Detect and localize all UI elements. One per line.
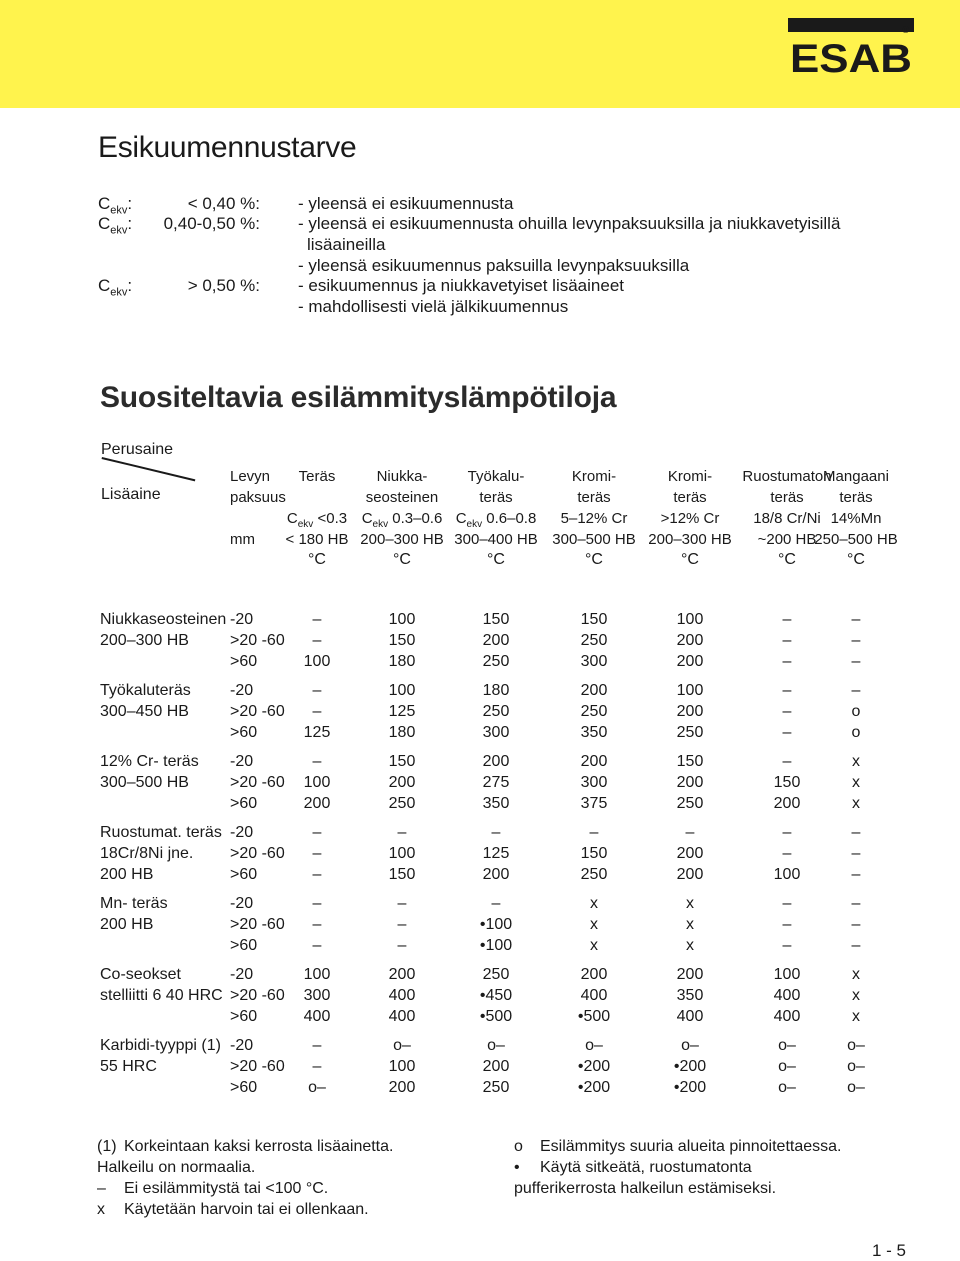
table-cell: •200 [577,1079,611,1096]
cekv-sub: ekv [466,519,483,530]
column-header-hardness: 200–300 HB [648,531,732,548]
table-cell: •100 [479,937,513,954]
table-cell: 100 [388,611,416,628]
table-cell: o [851,703,861,720]
cekv-c: C [286,510,298,527]
column-header-name: Ruostumaton [742,468,832,485]
composition-value: 5–12% Cr [560,510,628,527]
cekv-colon: : [127,214,133,233]
cekv-c: C [98,214,111,233]
thickness-cell: >20 -60 [230,987,285,1004]
group-label: stelliitti 6 40 HRC [100,987,223,1004]
table-cell: – [397,937,407,954]
column-header-type: teräs [577,489,611,506]
table-cell: o– [308,1079,326,1096]
column-header-hardness: 250–500 HB [814,531,898,548]
table-cell: 200 [482,866,510,883]
table-cell: o– [487,1037,505,1054]
table-cell: 100 [676,611,704,628]
column-header-type: teräs [673,489,707,506]
table-cell: x [852,987,860,1004]
column-header-name: Kromi- [667,468,713,485]
table-cell: – [312,895,322,912]
table-cell: •200 [673,1079,707,1096]
thickness-cell: >20 -60 [230,916,285,933]
column-header-unit: °C [585,551,603,568]
table-cell: 125 [482,845,510,862]
table-cell: x [686,895,694,912]
table-cell: – [685,824,695,841]
table-cell: 150 [580,611,608,628]
table-cell: 200 [482,753,510,770]
group-label: Ruostumat. teräs [100,824,222,841]
group-label: 300–500 HB [100,774,189,791]
paksuus-label: paksuus [230,489,286,506]
group-label: 55 HRC [100,1058,157,1075]
table-cell: 250 [580,632,608,649]
table-cell: x [852,753,860,770]
section-title-preheating: Esikuumennustarve [98,131,357,164]
table-cell: 200 [773,795,801,812]
table-cell: x [590,937,598,954]
column-header-hardness: 300–400 HB [454,531,538,548]
table-cell: – [782,937,792,954]
thickness-cell: >60 [230,1008,258,1025]
table-cell: – [851,824,861,841]
cekv-range: > 0,50 %: [187,276,260,295]
cekv-label [98,276,132,298]
table-cell: 100 [303,774,331,791]
mm-label: mm [230,531,255,548]
table-cell: 350 [676,987,704,1004]
table-cell: – [491,895,501,912]
table-cell: 100 [303,653,331,670]
table-cell: o– [847,1037,865,1054]
table-cell: 400 [388,987,416,1004]
thickness-cell: >20 -60 [230,845,285,862]
table-cell: 150 [676,753,704,770]
table-cell: •200 [673,1058,707,1075]
cekv-range: 0,40-0,50 %: [163,214,260,233]
table-cell: – [312,937,322,954]
cekv-c: C [361,510,373,527]
column-header-unit: °C [681,551,699,568]
group-label: Niukkaseosteinen [100,611,227,628]
table-cell: – [491,824,501,841]
column-header-hardness: 200–300 HB [360,531,444,548]
section-title-temperatures: Suositeltavia esilämmityslämpötiloja [100,381,617,414]
cekv-sub: ekv [297,519,314,530]
table-cell: 100 [773,966,801,983]
footnote-symbol: o [514,1138,523,1155]
criterion-text: - esikuumennus ja niukkavetyiset lisäaineet [298,276,625,295]
table-cell: – [851,611,861,628]
table-cell: 100 [388,682,416,699]
thickness-cell: >60 [230,653,258,670]
column-header-type: teräs [770,489,804,506]
table-cell: 200 [676,632,704,649]
footnote-text: Ei esilämmitystä tai <100 °C. [124,1180,329,1197]
table-cell: 150 [388,632,416,649]
table-cell: o– [847,1079,865,1096]
thickness-cell: >60 [230,724,258,741]
table-cell: 400 [303,1008,331,1025]
thickness-cell: >20 -60 [230,1058,285,1075]
table-cell: x [686,916,694,933]
group-label: Mn- teräs [100,895,168,912]
column-header-type: seosteinen [365,489,439,506]
group-label: 200 HB [100,866,154,883]
table-cell: – [782,895,792,912]
esab-logo [788,18,914,76]
table-cell: o– [847,1058,865,1075]
footnote-symbol: (1) [97,1138,117,1155]
table-cell: 300 [580,774,608,791]
table-cell: 250 [676,724,704,741]
table-cell: 300 [482,724,510,741]
table-cell: – [312,916,322,933]
table-cell: – [589,824,599,841]
thickness-cell: -20 [230,611,254,628]
thickness-cell: >20 -60 [230,632,285,649]
perusaine-label: Perusaine [101,441,174,458]
table-cell: 100 [676,682,704,699]
footnote-text: pufferikerrosta halkeilun estämiseksi. [514,1180,777,1197]
cekv-c: C [455,510,467,527]
thickness-cell: >60 [230,795,258,812]
table-cell: 200 [676,703,704,720]
lisaaine-label: Lisäaine [101,486,161,503]
table-cell: 250 [580,866,608,883]
svg-text:ESAB: ESAB [790,37,912,76]
table-cell: 200 [388,1079,416,1096]
thickness-cell: >20 -60 [230,703,285,720]
thickness-cell: >60 [230,1079,258,1096]
table-cell: – [851,845,861,862]
footnote-text: Käytä sitkeätä, ruostumatonta [540,1159,752,1176]
table-cell: – [782,753,792,770]
thickness-cell: >60 [230,866,258,883]
column-header-name: Työkalu- [467,468,525,485]
criterion-text: - yleensä ei esikuumennusta ohuilla levynpaksuuksilla ja niukkavetyisillä [298,214,841,233]
table-cell: o– [778,1037,796,1054]
table-cell: x [852,966,860,983]
table-cell: 400 [676,1008,704,1025]
cekv-c: C [98,276,111,295]
table-cell: 200 [676,774,704,791]
header-diagonal-line [102,457,196,481]
footnote-text: Käytetään harvoin tai ei ollenkaan. [124,1201,369,1218]
table-cell: 200 [388,966,416,983]
table-cell: 400 [388,1008,416,1025]
table-cell: 100 [388,845,416,862]
table-cell: 250 [482,653,510,670]
column-header-hardness: 300–500 HB [552,531,636,548]
table-cell: – [312,611,322,628]
table-cell: 200 [482,1058,510,1075]
table-cell: 300 [580,653,608,670]
table-cell: – [782,824,792,841]
table-cell: 275 [482,774,510,791]
table-cell: – [851,632,861,649]
table-cell: – [851,866,861,883]
table-cell: 200 [303,795,331,812]
table-cell: 200 [580,753,608,770]
group-label: 18Cr/8Ni jne. [100,845,194,862]
table-cell: o [851,724,861,741]
composition-value: 18/8 Cr/Ni [753,510,821,527]
table-cell: – [312,703,322,720]
footnote-symbol: x [97,1201,105,1218]
table-cell: – [782,916,792,933]
cekv-sub: ekv [372,519,389,530]
cekv-sub: ekv [110,224,128,237]
levyn-label: Levyn [230,468,271,485]
composition-value: 14%Mn [830,510,882,527]
column-header-name: Teräs [298,468,336,485]
table-cell: 200 [580,682,608,699]
thickness-cell: >60 [230,937,258,954]
thickness-cell: -20 [230,895,254,912]
footnote-text: Halkeilu on normaalia. [97,1159,256,1176]
criterion-text: lisäaineilla [307,235,386,254]
table-cell: 100 [303,966,331,983]
group-label: 12% Cr- teräs [100,753,199,770]
footnote-text: Esilämmitys suuria alueita pinnoitettaessa. [540,1138,842,1155]
table-cell: •200 [577,1058,611,1075]
table-cell: 250 [676,795,704,812]
group-label: 300–450 HB [100,703,189,720]
table-cell: 200 [676,653,704,670]
table-cell: 250 [580,703,608,720]
thickness-cell: >20 -60 [230,774,285,791]
composition-value: 0.6–0.8 [482,510,537,527]
table-cell: 200 [676,966,704,983]
table-cell: – [782,653,792,670]
thickness-cell: -20 [230,682,254,699]
table-cell: 180 [388,653,416,670]
table-cell: x [686,937,694,954]
table-cell: •450 [479,987,513,1004]
table-cell: – [782,611,792,628]
cekv-sub: ekv [110,286,128,299]
column-header-unit: °C [778,551,796,568]
table-cell: 200 [676,866,704,883]
table-cell: – [782,724,792,741]
footnote-symbol: – [97,1180,106,1197]
table-cell: – [782,845,792,862]
thickness-cell: -20 [230,824,254,841]
table-cell: – [851,895,861,912]
table-cell: o– [778,1079,796,1096]
group-label: Karbidi-tyyppi (1) [100,1037,221,1054]
composition-value: 0.3–0.6 [388,510,443,527]
table-cell: 375 [580,795,608,812]
table-cell: – [782,682,792,699]
composition-value: <0.3 [313,510,348,527]
cekv-colon: : [127,276,133,295]
table-cell: 180 [388,724,416,741]
cekv-c: C [98,194,111,213]
footnote-text: Korkeintaan kaksi kerrosta lisäainetta. [124,1138,394,1155]
table-cell: x [852,795,860,812]
column-header-composition [796,510,916,527]
group-label: 200 HB [100,916,154,933]
table-cell: – [782,703,792,720]
table-cell: o– [393,1037,411,1054]
table-cell: 150 [388,866,416,883]
table-cell: – [312,753,322,770]
table-cell: x [590,895,598,912]
group-label: 200–300 HB [100,632,189,649]
table-cell: 400 [773,987,801,1004]
thickness-cell: -20 [230,966,254,983]
table-cell: – [312,866,322,883]
table-cell: 250 [482,1079,510,1096]
column-header-name: Niukka- [376,468,428,485]
table-cell: – [312,824,322,841]
criterion-text: - mahdollisesti vielä jälkikuumennus [298,297,569,316]
table-cell: 300 [303,987,331,1004]
column-header-name: Mangaani [823,468,889,485]
criterion-text: - yleensä ei esikuumennusta [298,194,514,213]
table-cell: 400 [773,1008,801,1025]
table-cell: – [312,1058,322,1075]
table-cell: – [851,916,861,933]
criterion-text: - yleensä esikuumennus paksuilla levynpaksuuksilla [298,256,690,275]
group-label: Co-seokset [100,966,181,983]
table-cell: •500 [577,1008,611,1025]
table-cell: 350 [482,795,510,812]
table-cell: 200 [388,774,416,791]
footnote-symbol: • [514,1159,520,1176]
registered-mark: ® [902,25,910,36]
table-cell: 250 [482,966,510,983]
table-cell: – [312,632,322,649]
table-cell: 150 [388,753,416,770]
table-cell: 150 [773,774,801,791]
table-cell: 150 [580,845,608,862]
column-header-unit: °C [308,551,326,568]
cekv-colon: : [127,194,133,213]
table-cell: 250 [482,703,510,720]
table-cell: 400 [580,987,608,1004]
thickness-cell: -20 [230,753,254,770]
table-cell: x [852,774,860,791]
table-cell: 350 [580,724,608,741]
table-cell: x [852,1008,860,1025]
table-cell: – [312,845,322,862]
table-cell: – [397,824,407,841]
table-cell: – [782,632,792,649]
thickness-cell: -20 [230,1037,254,1054]
table-cell: 100 [388,1058,416,1075]
cekv-label [98,214,132,236]
table-cell: 200 [580,966,608,983]
table-cell: 200 [676,845,704,862]
table-cell: o– [778,1058,796,1075]
composition-value: >12% Cr [660,510,720,527]
table-cell: o– [681,1037,699,1054]
table-cell: – [312,1037,322,1054]
column-header-name: Kromi- [571,468,617,485]
table-cell: 200 [482,632,510,649]
column-header-type: teräs [479,489,513,506]
table-cell: – [397,916,407,933]
table-cell: – [851,653,861,670]
table-cell: 150 [482,611,510,628]
cekv-range: < 0,40 %: [187,194,260,213]
table-cell: – [397,895,407,912]
table-cell: – [312,682,322,699]
table-cell: 180 [482,682,510,699]
table-cell: •500 [479,1008,513,1025]
table-cell: 100 [773,866,801,883]
column-header-hardness: < 180 HB [285,531,349,548]
column-header-hardness: ~200 HB [757,531,817,548]
table-cell: x [590,916,598,933]
table-cell: o– [585,1037,603,1054]
column-header-type: teräs [839,489,873,506]
table-cell: 125 [388,703,416,720]
table-cell: 125 [303,724,331,741]
table-cell: 250 [388,795,416,812]
cekv-sub: ekv [110,204,128,217]
table-cell: – [851,937,861,954]
table-cell: – [851,682,861,699]
column-header-unit: °C [487,551,505,568]
table-cell: •100 [479,916,513,933]
column-header-unit: °C [393,551,411,568]
column-header-unit: °C [847,551,865,568]
group-label: Työkaluteräs [100,682,191,699]
page-number: 1 - 5 [872,1241,907,1260]
